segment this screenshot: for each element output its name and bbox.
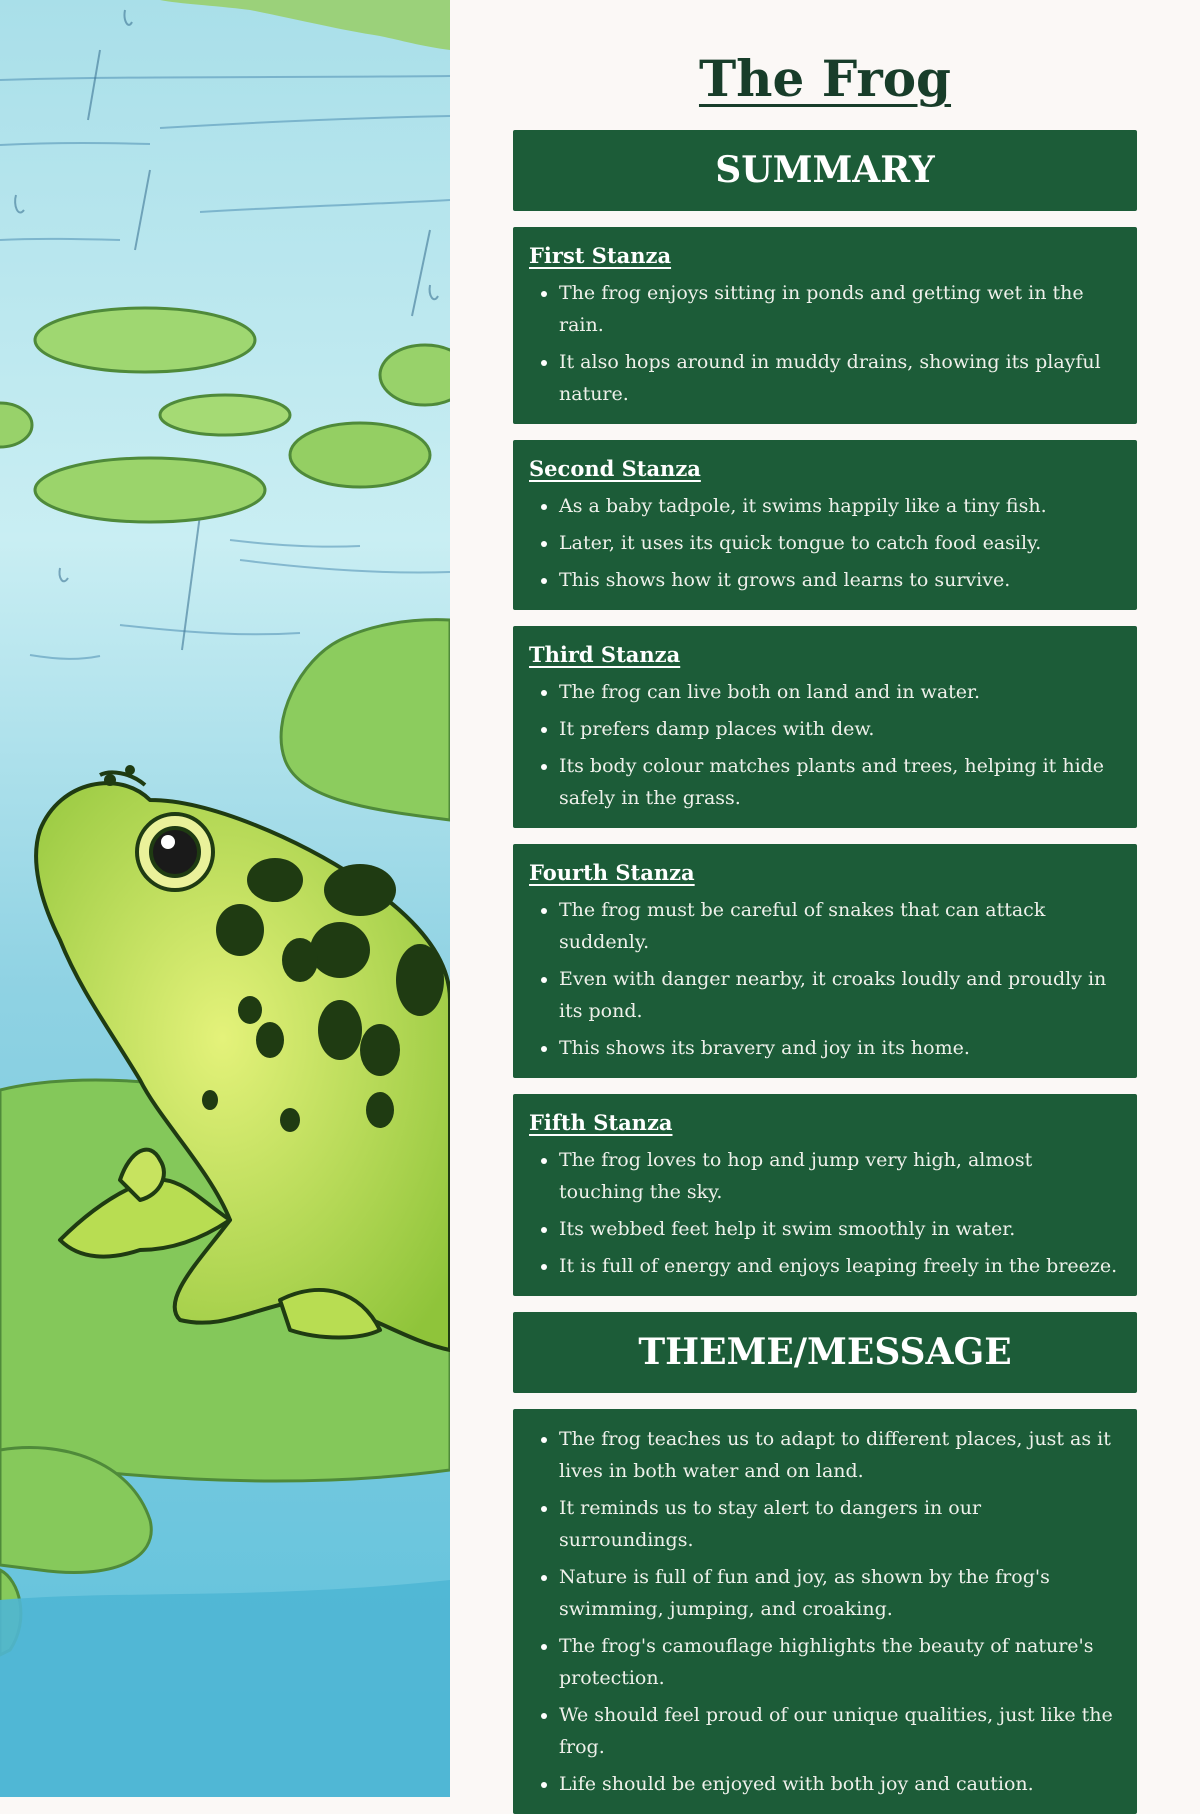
list-item: • It is full of energy and enjoys leaping freely in the breeze. xyxy=(559,1250,1121,1282)
bullet-list xyxy=(529,1144,1121,1282)
stanza-heading: Fifth Stanza xyxy=(529,1110,673,1135)
list-item: • The frog enjoys sitting in ponds and getting wet in the rain. xyxy=(559,277,1121,341)
stanza-card-5 xyxy=(513,1094,1137,1296)
list-item: • The frog loves to hop and jump very high, almost touching the sky. xyxy=(559,1144,1121,1208)
stanza-heading: Second Stanza xyxy=(529,456,701,481)
list-item: • The frog teaches us to adapt to different places, just as it lives in both water and on land. xyxy=(559,1423,1121,1487)
bullet-list xyxy=(529,894,1121,1064)
list-item: • It also hops around in muddy drains, showing its playful nature. xyxy=(559,346,1121,410)
stanza-card-2 xyxy=(513,440,1137,610)
list-item: • The frog can live both on land and in water. xyxy=(559,676,1121,708)
theme-card xyxy=(513,1409,1137,1814)
list-item: • Later, it uses its quick tongue to catch food easily. xyxy=(559,527,1121,559)
stanza-card-4 xyxy=(513,844,1137,1078)
bullet-list xyxy=(529,1423,1121,1800)
stanza-heading: Third Stanza xyxy=(529,642,681,667)
list-item: • We should feel proud of our unique qualities, just like the frog. xyxy=(559,1699,1121,1763)
list-item: • As a baby tadpole, it swims happily like a tiny fish. xyxy=(559,490,1121,522)
page-title: The Frog xyxy=(698,49,952,108)
stanza-heading: Fourth Stanza xyxy=(529,860,695,885)
list-item: • Its body colour matches plants and trees, helping it hide safely in the grass. xyxy=(559,750,1121,814)
stanza-card-1 xyxy=(513,227,1137,424)
lower-water xyxy=(0,1580,450,1797)
list-item: • Life should be enjoyed with both joy and caution. xyxy=(559,1768,1121,1800)
list-item: • The frog must be careful of snakes that can attack suddenly. xyxy=(559,894,1121,958)
list-item: • This shows its bravery and joy in its home. xyxy=(559,1032,1121,1064)
list-item: • Even with danger nearby, it croaks loudly and proudly in its pond. xyxy=(559,963,1121,1027)
stanza-card-3 xyxy=(513,626,1137,828)
bullet-list xyxy=(529,676,1121,814)
bullet-list xyxy=(529,277,1121,410)
summary-column xyxy=(513,0,1137,1814)
list-item: • This shows how it grows and learns to survive. xyxy=(559,564,1121,596)
frog-illustration xyxy=(0,0,450,1797)
list-item: • Its webbed feet help it swim smoothly in water. xyxy=(559,1213,1121,1245)
list-item: • Nature is full of fun and joy, as shown by the frog's swimming, jumping, and croaking. xyxy=(559,1561,1121,1625)
list-item: • It reminds us to stay alert to dangers in our surroundings. xyxy=(559,1492,1121,1556)
summary-banner: SUMMARY xyxy=(513,130,1137,211)
bullet-list xyxy=(529,490,1121,596)
theme-banner: THEME/MESSAGE xyxy=(513,1312,1137,1393)
stanza-heading: First Stanza xyxy=(529,243,672,268)
list-item: • It prefers damp places with dew. xyxy=(559,713,1121,745)
list-item: • The frog's camouflage highlights the beauty of nature's protection. xyxy=(559,1630,1121,1694)
